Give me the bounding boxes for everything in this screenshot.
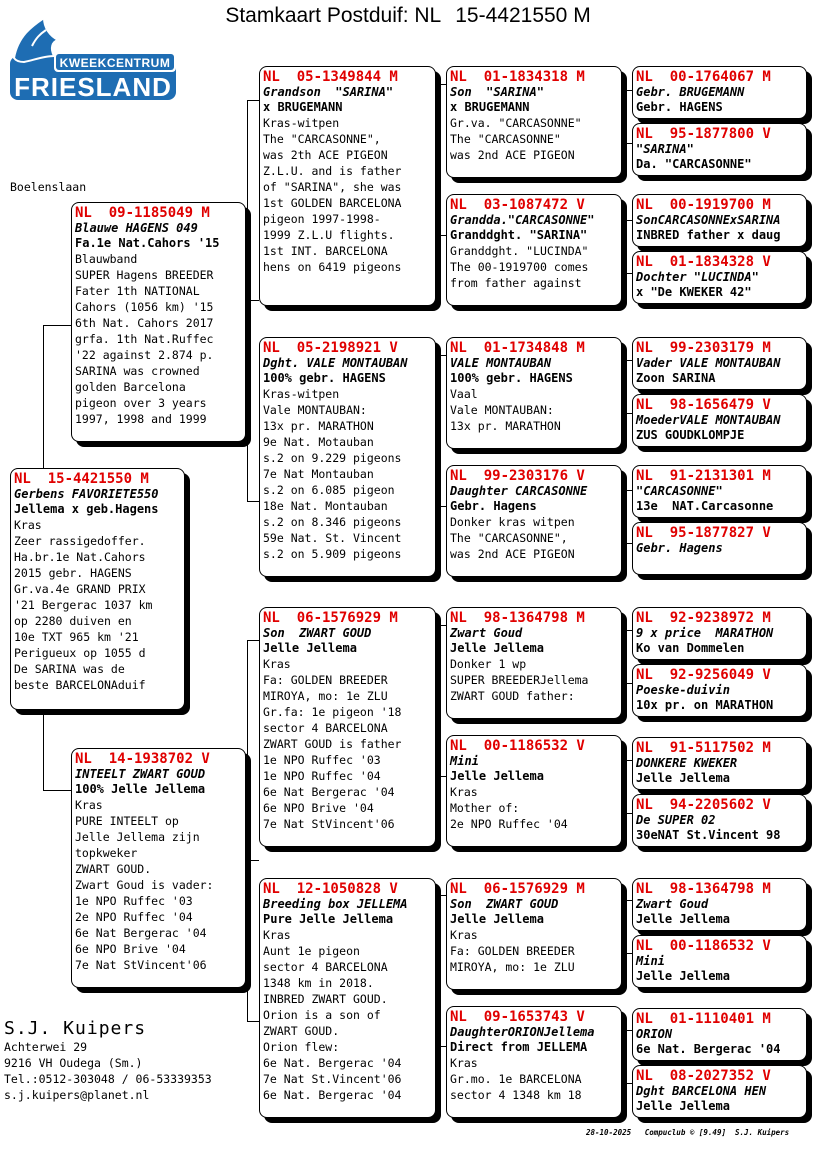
ring-number: NL 91-2131301 M bbox=[636, 468, 771, 484]
ring-number: NL 98-1364798 M bbox=[636, 881, 771, 897]
note-line: pigeon over 3 years bbox=[75, 396, 207, 410]
note-line: 13x pr. MARATHON bbox=[263, 419, 374, 433]
note-line: INBRED ZWART GOUD. bbox=[263, 992, 388, 1006]
pigeon-origin: 100% gebr. HAGENS bbox=[450, 371, 573, 385]
pigeon-origin: 10x pr. on MARATHON bbox=[636, 698, 774, 712]
pigeon-color: Donker kras witpen bbox=[450, 515, 575, 529]
connector-line bbox=[247, 300, 259, 301]
pigeon-card-mm[interactable] bbox=[259, 878, 436, 1118]
ring-number: NL 09-1185049 M bbox=[75, 205, 210, 221]
pigeon-origin: Gebr. Hagens bbox=[450, 499, 537, 513]
ring-number: NL 06-1576929 M bbox=[263, 610, 398, 626]
note-line: ZWART GOUD is father bbox=[263, 737, 402, 751]
pigeon-card-g13[interactable] bbox=[632, 878, 807, 931]
pigeon-origin: Jelle Jellema bbox=[636, 771, 730, 785]
pigeon-color: Granddght. "LUCINDA" bbox=[450, 244, 589, 258]
pigeon-name: Dght. VALE MONTAUBAN bbox=[263, 356, 408, 370]
pigeon-origin: Da. "CARCASONNE" bbox=[636, 157, 752, 171]
pigeon-color: Kras bbox=[450, 1056, 478, 1070]
pigeon-card-mff[interactable] bbox=[446, 607, 622, 719]
pigeon-notes bbox=[450, 672, 618, 704]
pigeon-name: SonCARCASONNExSARINA bbox=[636, 213, 781, 227]
note-line: 59e Nat. St. Vincent bbox=[263, 531, 402, 545]
pigeon-notes bbox=[450, 1071, 618, 1103]
note-line: Gr.mo. 1e BARCELONA bbox=[450, 1072, 582, 1086]
pigeon-name: MoederVALE MONTAUBAN bbox=[636, 413, 781, 427]
note-line: 6e Nat Bergerac '04 bbox=[263, 785, 395, 799]
note-line: Vale MONTAUBAN: bbox=[450, 403, 554, 417]
breeder-name: S.J. Kuipers bbox=[4, 1018, 147, 1039]
ring-number: NL 15-4421550 M bbox=[14, 471, 149, 487]
pigeon-card-g2[interactable] bbox=[632, 123, 807, 176]
pigeon-card-g6[interactable] bbox=[632, 394, 807, 447]
pigeon-origin: Pure Jelle Jellema bbox=[263, 912, 394, 926]
pigeon-card-g14[interactable] bbox=[632, 935, 807, 988]
note-line: sector 4 BARCELONA bbox=[263, 721, 388, 735]
pigeon-notes bbox=[450, 800, 618, 832]
pigeon-notes bbox=[14, 533, 181, 693]
pigeon-color: Kras-witpen bbox=[263, 116, 340, 130]
note-line: 6e Nat Bergerac '04 bbox=[75, 926, 207, 940]
pigeon-name: Grandson "SARINA" bbox=[263, 85, 394, 99]
note-line: Gr.va.4e GRAND PRIX bbox=[14, 582, 146, 596]
pigeon-name: Mini bbox=[450, 754, 479, 768]
note-line: ZWART GOUD father: bbox=[450, 689, 575, 703]
pigeon-name: Dght BARCELONA HEN bbox=[636, 1084, 767, 1098]
pigeon-color: Blauwband bbox=[75, 252, 138, 266]
pigeon-name: Vader VALE MONTAUBAN bbox=[636, 356, 781, 370]
pigeon-name: Son "SARINA" bbox=[450, 85, 544, 99]
note-line: The "CARCASONNE", bbox=[450, 531, 568, 545]
pigeon-origin: 100% Jelle Jellema bbox=[75, 782, 206, 796]
note-line: 6th Nat. Cahors 2017 bbox=[75, 316, 214, 330]
pigeon-card-g16[interactable] bbox=[632, 1065, 807, 1118]
connector-line bbox=[43, 710, 72, 791]
logo-main-text: FRIESLAND bbox=[14, 72, 172, 102]
note-line: 6e NPO Brive '04 bbox=[263, 801, 374, 815]
pigeon-name: Gebr. Hagens bbox=[636, 541, 723, 555]
pigeon-origin: Zoon SARINA bbox=[636, 371, 716, 385]
pigeon-card-ffm[interactable] bbox=[446, 194, 622, 306]
pigeon-origin: 100% gebr. HAGENS bbox=[263, 371, 386, 385]
note-line: Z.L.U. and is father bbox=[263, 164, 402, 178]
note-line: 9e Nat. Motauban bbox=[263, 435, 374, 449]
pigeon-card-fmf[interactable] bbox=[446, 337, 622, 449]
dove-icon bbox=[14, 18, 58, 62]
pigeon-card-fmm[interactable] bbox=[446, 465, 622, 577]
note-line: op 2280 duiven en bbox=[14, 614, 132, 628]
pigeon-origin: Jelle Jellema bbox=[263, 641, 357, 655]
note-line: 2015 gebr. HAGENS bbox=[14, 566, 132, 580]
pigeon-origin: 6e Nat. Bergerac '04 bbox=[636, 1042, 781, 1056]
ring-number: NL 00-1186532 V bbox=[636, 938, 771, 954]
ring-number: NL 05-2198921 V bbox=[263, 340, 398, 356]
note-line: 2e NPO Ruffec '04 bbox=[75, 910, 193, 924]
note-line: 1e NPO Ruffec '03 bbox=[263, 753, 381, 767]
pigeon-notes bbox=[450, 943, 618, 975]
note-line: '22 against 2.874 p. bbox=[75, 348, 214, 362]
pigeon-origin: Direct from JELLEMA bbox=[450, 1040, 588, 1054]
pigeon-color: Kras bbox=[263, 657, 291, 671]
ring-number: NL 00-1764067 M bbox=[636, 69, 771, 85]
pigeon-name: "SARINA" bbox=[636, 142, 694, 156]
pigeon-color: Vaal bbox=[450, 387, 478, 401]
note-line: MIROYA, mo: 1e ZLU bbox=[450, 960, 575, 974]
ring-number: NL 98-1656479 V bbox=[636, 397, 771, 413]
ring-number: NL 00-1919700 M bbox=[636, 197, 771, 213]
pigeon-origin: ZUS GOUDKLOMPJE bbox=[636, 428, 745, 442]
note-line: Jelle Jellema zijn bbox=[75, 830, 200, 844]
pigeon-color: Kras bbox=[263, 928, 291, 942]
pigeon-notes bbox=[263, 672, 432, 832]
note-line: Zwart Goud is vader: bbox=[75, 878, 214, 892]
note-line: The "CARCASONNE" bbox=[450, 132, 561, 146]
note-line: of "SARINA", she was bbox=[263, 180, 402, 194]
pigeon-color: Donker 1 wp bbox=[450, 657, 527, 671]
note-line: 7e Nat Montauban bbox=[263, 467, 374, 481]
note-line: s.2 on 5.909 pigeons bbox=[263, 547, 402, 561]
logo-graphic bbox=[10, 16, 178, 102]
note-line: 2e NPO Ruffec '04 bbox=[450, 817, 568, 831]
ring-number: NL 99-2303176 V bbox=[450, 468, 585, 484]
note-line: sector 4 1348 km 18 bbox=[450, 1088, 582, 1102]
pigeon-name: Zwart Goud bbox=[636, 897, 709, 911]
pigeon-notes bbox=[450, 131, 618, 163]
pigeon-name: Poeske-duivin bbox=[636, 683, 730, 697]
ring-number: NL 12-1050828 V bbox=[263, 881, 398, 897]
title-prefix: Stamkaart Postduif: NL bbox=[225, 4, 442, 27]
pigeon-origin: 30eNAT St.Vincent 98 bbox=[636, 828, 781, 842]
pigeon-name: Gebr. BRUGEMANN bbox=[636, 85, 745, 99]
ring-number: NL 01-1834328 V bbox=[636, 254, 771, 270]
pigeon-color: Kras bbox=[450, 785, 478, 799]
pigeon-name: De SUPER 02 bbox=[636, 813, 716, 827]
note-line: Aunt 1e pigeon bbox=[263, 944, 360, 958]
note-line: De SARINA was de bbox=[14, 662, 125, 676]
note-line: 1997, 1998 and 1999 bbox=[75, 412, 207, 426]
note-line: 1e NPO Ruffec '03 bbox=[75, 894, 193, 908]
note-line: SUPER Hagens BREEDER bbox=[75, 268, 214, 282]
location-label: Boelenslaan bbox=[10, 180, 87, 194]
pigeon-origin: Granddght. "SARINA" bbox=[450, 228, 588, 242]
pigeon-card-mmf[interactable] bbox=[446, 878, 622, 990]
breeder-info bbox=[4, 1018, 212, 1103]
pigeon-card-g12[interactable] bbox=[632, 794, 807, 847]
ring-number: NL 01-1110401 M bbox=[636, 1011, 771, 1027]
breeder-city: 9216 VH Oudega (Sm.) bbox=[4, 1056, 143, 1070]
note-line: 6e Nat. Bergerac '04 bbox=[263, 1088, 402, 1102]
note-line: 13x pr. MARATHON bbox=[450, 419, 561, 433]
pigeon-card-g10[interactable] bbox=[632, 664, 807, 717]
note-line: Vale MONTAUBAN: bbox=[263, 403, 367, 417]
pigeon-origin: Jelle Jellema bbox=[450, 912, 544, 926]
note-line: The 00-1919700 comes bbox=[450, 260, 589, 274]
note-line: 7e Nat StVincent'06 bbox=[75, 958, 207, 972]
kweekcentrum-logo bbox=[10, 16, 178, 102]
ring-number: NL 09-1653743 V bbox=[450, 1009, 585, 1025]
note-line: Cahors (1056 km) '15 bbox=[75, 300, 214, 314]
note-line: 7e Nat St.Vincent'06 bbox=[263, 1072, 402, 1086]
pigeon-card-father[interactable] bbox=[71, 202, 246, 442]
pigeon-origin: Jellema x geb.Hagens bbox=[14, 502, 159, 516]
pigeon-notes bbox=[450, 530, 618, 562]
note-line: golden Barcelona bbox=[75, 380, 186, 394]
note-line: 1st GOLDEN BARCELONA bbox=[263, 196, 402, 210]
pigeon-origin: x "De KWEKER 42" bbox=[636, 285, 752, 299]
pigeon-name: Blauwe HAGENS 049 bbox=[75, 221, 198, 235]
note-line: The "CARCASONNE", bbox=[263, 132, 381, 146]
note-line: 1st INT. BARCELONA bbox=[263, 244, 388, 258]
note-line: 1e NPO Ruffec '04 bbox=[263, 769, 381, 783]
note-line: Orion is a son of bbox=[263, 1008, 381, 1022]
note-line: s.2 on 9.229 pigeons bbox=[263, 451, 402, 465]
pigeon-card-g1[interactable] bbox=[632, 66, 807, 119]
note-line: from father against bbox=[450, 276, 582, 290]
ring-number: NL 91-5117502 M bbox=[636, 740, 771, 756]
note-line: 1999 Z.L.U flights. bbox=[263, 228, 395, 242]
pigeon-name: VALE MONTAUBAN bbox=[450, 356, 552, 370]
note-line: was 2nd ACE PIGEON bbox=[450, 547, 575, 561]
pigeon-name: Zwart Goud bbox=[450, 626, 523, 640]
pigeon-name: Breeding box JELLEMA bbox=[263, 897, 408, 911]
note-line: Fater 1th NATIONAL bbox=[75, 284, 200, 298]
pigeon-notes bbox=[75, 267, 242, 427]
note-line: hens on 6419 pigeons bbox=[263, 260, 402, 274]
footer-credits: 28-10-2025 Compuclub © [9.49] S.J. Kuipers bbox=[586, 1128, 790, 1137]
pigeon-color: Kras-witpen bbox=[263, 387, 340, 401]
pigeon-card-ff[interactable] bbox=[259, 66, 436, 306]
breeder-address: Achterwei 29 bbox=[4, 1040, 88, 1054]
note-line: s.2 on 8.346 pigeons bbox=[263, 515, 402, 529]
pigeon-name: Mini bbox=[636, 954, 665, 968]
pigeon-origin: x BRUGEMANN bbox=[263, 100, 343, 114]
note-line: 7e Nat StVincent'06 bbox=[263, 817, 395, 831]
title-ring-number: 15-4421550 M bbox=[455, 4, 591, 27]
note-line: ZWART GOUD. bbox=[75, 862, 152, 876]
note-line: 18e Nat. Montauban bbox=[263, 499, 388, 513]
ring-number: NL 00-1186532 V bbox=[450, 738, 585, 754]
pigeon-origin: Gebr. HAGENS bbox=[636, 100, 723, 114]
note-line: 10e TXT 965 km '21 bbox=[14, 630, 139, 644]
pigeon-color: Kras bbox=[14, 518, 42, 532]
note-line: Orion flew: bbox=[263, 1040, 340, 1054]
pigeon-origin: Jelle Jellema bbox=[450, 769, 544, 783]
note-line: Zeer rassigedoffer. bbox=[14, 534, 146, 548]
note-line: ZWART GOUD. bbox=[263, 1024, 340, 1038]
pigeon-color: Kras bbox=[75, 798, 103, 812]
pigeon-origin: Fa.1e Nat.Cahors '15 bbox=[75, 236, 220, 250]
note-line: s.2 on 6.085 pigeon bbox=[263, 483, 395, 497]
pigeon-origin: Jelle Jellema bbox=[450, 641, 544, 655]
pigeon-card-mmm[interactable] bbox=[446, 1006, 622, 1118]
note-line: Perigueux op 1055 d bbox=[14, 646, 146, 660]
pigeon-card-fm[interactable] bbox=[259, 337, 436, 577]
pigeon-color: Gr.va. "CARCASONNE" bbox=[450, 116, 582, 130]
note-line: 6e NPO Brive '04 bbox=[75, 942, 186, 956]
note-line: '21 Bergerac 1037 km bbox=[14, 598, 153, 612]
pigeon-card-mfm[interactable] bbox=[446, 735, 622, 847]
ring-number: NL 94-2205602 V bbox=[636, 797, 771, 813]
note-line: SUPER BREEDERJellema bbox=[450, 673, 589, 687]
note-line: Gr.fa: 1e pigeon '18 bbox=[263, 705, 402, 719]
pigeon-origin: 13e NAT.Carcasonne bbox=[636, 499, 774, 513]
pigeon-name: ORION bbox=[636, 1027, 673, 1041]
note-line: was 2th ACE PIGEON bbox=[263, 148, 388, 162]
note-line: SARINA was crowned bbox=[75, 364, 200, 378]
pigeon-card-mf[interactable] bbox=[259, 607, 436, 847]
note-line: MIROYA, mo: 1e ZLU bbox=[263, 689, 388, 703]
ring-number: NL 14-1938702 V bbox=[75, 751, 210, 767]
pigeon-card-mother[interactable] bbox=[71, 748, 246, 988]
ring-number: NL 05-1349844 M bbox=[263, 69, 398, 85]
note-line: Mother of: bbox=[450, 801, 520, 815]
note-line: grfa. 1th Nat.Ruffec bbox=[75, 332, 214, 346]
ring-number: NL 92-9238972 M bbox=[636, 610, 771, 626]
ring-number: NL 01-1734848 M bbox=[450, 340, 585, 356]
pigeon-card-g7[interactable] bbox=[632, 465, 807, 518]
pigeon-name: Granddа."CARCASONNE" bbox=[450, 213, 595, 227]
pigeon-name: Dochter "LUCINDA" bbox=[636, 270, 759, 284]
pigeon-origin: x BRUGEMANN bbox=[450, 100, 530, 114]
pigeon-notes bbox=[75, 813, 242, 973]
note-line: topkweker bbox=[75, 846, 138, 860]
note-line: Fa: GOLDEN BREEDER bbox=[450, 944, 575, 958]
ring-number: NL 01-1834318 M bbox=[450, 69, 585, 85]
pigeon-name: Gerbens FAVORIETE550 bbox=[14, 487, 159, 501]
pigeon-notes bbox=[450, 259, 618, 291]
pigeon-name: Son ZWART GOUD bbox=[450, 897, 559, 911]
pigeon-notes bbox=[263, 402, 432, 562]
ring-number: NL 98-1364798 M bbox=[450, 610, 585, 626]
pigeon-card-fff[interactable] bbox=[446, 66, 622, 178]
ring-number: NL 95-1877827 V bbox=[636, 525, 771, 541]
pigeon-notes bbox=[263, 943, 432, 1103]
ring-number: NL 08-2027352 V bbox=[636, 1068, 771, 1084]
pigeon-card-g3[interactable] bbox=[632, 194, 807, 247]
ring-number: NL 95-1877800 V bbox=[636, 126, 771, 142]
pigeon-name: 9 x price MARATHON bbox=[636, 626, 774, 640]
connector-line bbox=[247, 860, 259, 861]
ring-number: NL 06-1576929 M bbox=[450, 881, 585, 897]
logo-top-text: KWEEKCENTRUM bbox=[59, 56, 171, 70]
pigeon-name: DONKERE KWEKER bbox=[636, 756, 738, 770]
breeder-phone: Tel.:0512-303048 / 06-53339353 bbox=[4, 1072, 212, 1086]
pigeon-card-g9[interactable] bbox=[632, 607, 807, 660]
ring-number: NL 92-9256049 V bbox=[636, 667, 771, 683]
pigeon-card-subject[interactable] bbox=[10, 468, 185, 710]
pigeon-card-g4[interactable] bbox=[632, 251, 807, 304]
pigeon-name: Son ZWART GOUD bbox=[263, 626, 372, 640]
pigeon-origin: Jelle Jellema bbox=[636, 969, 730, 983]
ring-number: NL 03-1087472 V bbox=[450, 197, 585, 213]
breeder-email[interactable]: s.j.kuipers@planet.nl bbox=[4, 1088, 150, 1102]
note-line: pigeon 1997-1998- bbox=[263, 212, 381, 226]
note-line: sector 4 BARCELONA bbox=[263, 960, 388, 974]
note-line: Fa: GOLDEN BREEDER bbox=[263, 673, 388, 687]
note-line: beste BARCELONAduif bbox=[14, 678, 146, 692]
pigeon-name: "CARCASONNE" bbox=[636, 484, 723, 498]
pigeon-color: Kras bbox=[450, 928, 478, 942]
pigeon-card-g11[interactable] bbox=[632, 737, 807, 790]
pigeon-origin: Jelle Jellema bbox=[636, 1099, 730, 1113]
pigeon-name: Daughter CARCASONNE bbox=[450, 484, 588, 498]
pigeon-card-g8[interactable] bbox=[632, 522, 807, 575]
pigeon-notes bbox=[263, 131, 432, 275]
note-line: 1348 km in 2018. bbox=[263, 976, 374, 990]
pigeon-origin: INBRED father x daug bbox=[636, 228, 781, 242]
pigeon-origin: Jelle Jellema bbox=[636, 912, 730, 926]
pigeon-notes bbox=[450, 402, 618, 434]
pigeon-name: INTEELT ZWART GOUD bbox=[75, 767, 206, 781]
note-line: 6e Nat. Bergerac '04 bbox=[263, 1056, 402, 1070]
note-line: Ha.br.1e Nat.Cahors bbox=[14, 550, 146, 564]
connector-line bbox=[43, 325, 72, 469]
note-line: PURE INTEELT op bbox=[75, 814, 179, 828]
ring-number: NL 99-2303179 M bbox=[636, 340, 771, 356]
note-line: was 2nd ACE PIGEON bbox=[450, 148, 575, 162]
pigeon-card-g5[interactable] bbox=[632, 337, 807, 390]
pigeon-origin: Ko van Dommelen bbox=[636, 641, 745, 655]
pigeon-name: DaughterORIONJellema bbox=[450, 1025, 595, 1039]
pigeon-card-g15[interactable] bbox=[632, 1008, 807, 1061]
